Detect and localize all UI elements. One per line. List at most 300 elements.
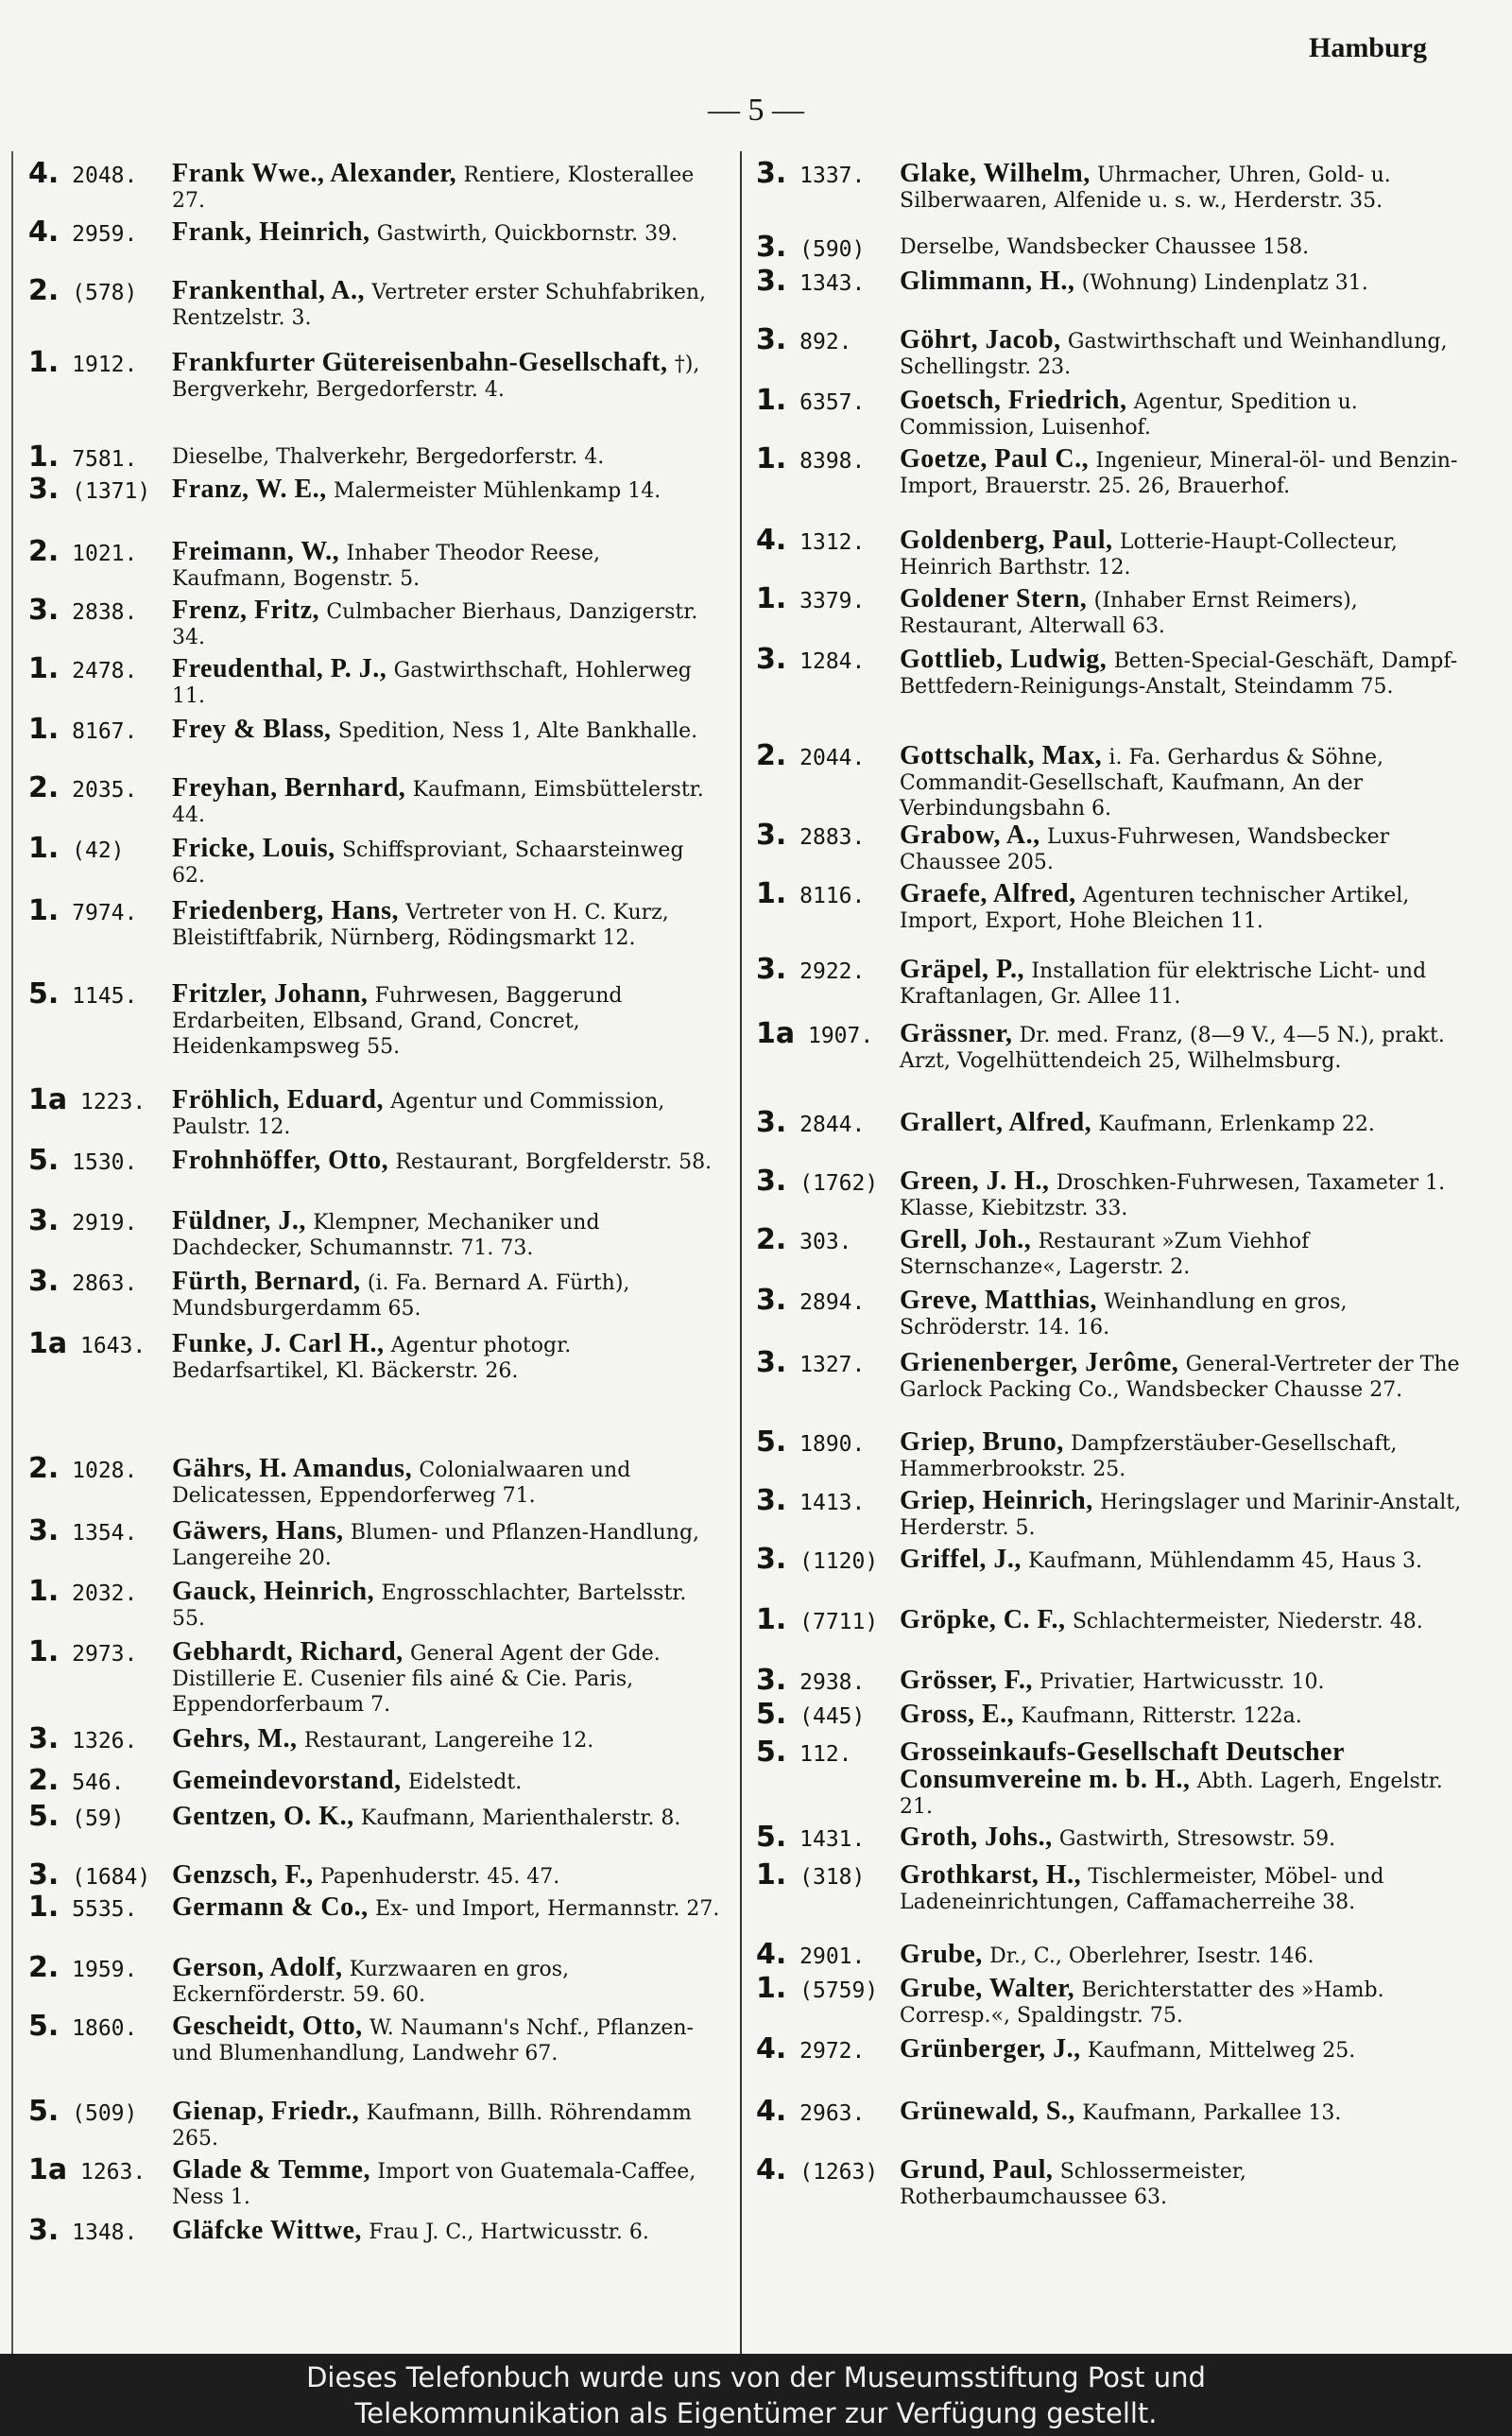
subscriber-name: Grube, Walter,	[900, 1974, 1075, 2003]
exchange-code: 1a	[28, 1083, 68, 1116]
subscriber-detail: Kurzwaaren en gros, Eckernförderstr. 59. 60.	[172, 1958, 570, 2007]
directory-entry	[756, 877, 1467, 934]
subscriber-name: Gräpel, P.,	[900, 955, 1025, 984]
page-edge-line	[11, 151, 13, 2354]
subscriber-number: 1413.	[786, 1491, 866, 1515]
entry-text	[900, 388, 1467, 441]
subscriber-name: Frank, Heinrich,	[172, 217, 370, 247]
directory-entry	[28, 1951, 720, 2008]
subscriber-name: Gehrs, M.,	[172, 1724, 298, 1754]
exchange-code: 5.	[756, 1821, 787, 1854]
directory-entry	[756, 1017, 1467, 1074]
directory-entry	[756, 384, 1467, 441]
directory-entry	[756, 1938, 1467, 1971]
entry-text	[172, 1208, 720, 1261]
exchange-code: 1a	[756, 1017, 796, 1050]
subscriber-number: 6357.	[786, 390, 866, 415]
directory-entry	[28, 473, 720, 506]
phone-number	[28, 473, 170, 506]
subscriber-detail: General-Vertreter der The Garlock Packing Co., Wandsbecker Chausse 27.	[900, 1353, 1460, 1402]
exchange-code: 2.	[28, 1452, 60, 1485]
subscriber-detail: Kaufmann, Mühlendamm 45, Haus 3.	[1028, 1549, 1423, 1573]
phone-number	[756, 2032, 898, 2065]
subscriber-name: Grünewald, S.,	[900, 2097, 1075, 2126]
subscriber-name: Frohnhöffer, Otto,	[172, 1146, 389, 1175]
subscriber-name: Gebhardt, Richard,	[172, 1637, 404, 1667]
subscriber-detail: Kaufmann, Parkallee 13.	[1082, 2101, 1342, 2125]
entry-text	[172, 656, 720, 709]
phone-number	[756, 1938, 898, 1971]
exchange-code: 3.	[756, 643, 787, 676]
subscriber-name: Grothkarst, H.,	[900, 1860, 1082, 1890]
subscriber-detail: Agentur, Spedition u. Commission, Luisenhof.	[900, 390, 1358, 440]
subscriber-detail: Privatier, Hartwicusstr. 10.	[1040, 1670, 1325, 1694]
subscriber-name: Grässner,	[900, 1019, 1013, 1048]
phone-number	[28, 594, 170, 627]
subscriber-name: Gescheidt, Otto,	[172, 2012, 363, 2041]
subscriber-detail: (Wohnung) Lindenplatz 31.	[1081, 271, 1368, 295]
directory-entry	[756, 1972, 1467, 2029]
subscriber-number: 1890.	[786, 1432, 866, 1457]
subscriber-number: 2844.	[786, 1113, 866, 1137]
subscriber-detail: Ex- und Import, Hermannstr. 27.	[374, 1897, 720, 1921]
subscriber-detail: Vertreter von H. C. Kurz, Bleistiftfabrik, Nürnberg, Rödingsmarkt 12.	[172, 901, 669, 950]
subscriber-number: 2478.	[59, 659, 138, 683]
directory-entry	[28, 594, 720, 650]
subscriber-detail: Luxus-Fuhrwesen, Wandsbecker Chaussee 205.	[900, 825, 1390, 874]
phone-number	[756, 739, 898, 772]
subscriber-number: 1530.	[59, 1150, 138, 1175]
subscriber-detail: Gastwirthschaft, Hohlerweg 11.	[172, 659, 692, 708]
entry-text	[900, 1287, 1467, 1340]
subscriber-number: 2032.	[59, 1581, 138, 1606]
directory-entry	[756, 265, 1467, 298]
directory-entry	[756, 1165, 1467, 1221]
phone-number	[28, 1891, 170, 1924]
subscriber-name: Glade & Temme,	[172, 2155, 370, 2185]
directory-entry	[756, 1543, 1467, 1576]
subscriber-number: 546.	[59, 1771, 125, 1795]
subscriber-name: Grünberger, J.,	[900, 2034, 1081, 2064]
subscriber-name: Fürth, Bernard,	[172, 1267, 361, 1296]
exchange-code: 3.	[756, 231, 787, 264]
directory-entry	[756, 1736, 1467, 1820]
entry-text	[172, 1894, 720, 1922]
exchange-code: 1.	[756, 442, 787, 475]
subscriber-number: 1959.	[59, 1958, 138, 1982]
subscriber-name: Fritzler, Johann,	[172, 979, 369, 1009]
entry-text	[900, 327, 1467, 380]
subscriber-name: Frey & Blass,	[172, 715, 332, 744]
directory-entry	[756, 323, 1467, 380]
subscriber-name: Grosseinkaufs-Gesellschaft Deutscher Consumvereine m. b. H.,	[900, 1737, 1345, 1794]
subscriber-number: (1120)	[786, 1549, 879, 1574]
subscriber-name: Fröhlich, Eduard,	[172, 1085, 384, 1114]
exchange-code: 2.	[28, 1951, 60, 1984]
entry-text	[172, 1726, 720, 1754]
exchange-code: 3.	[756, 1346, 787, 1379]
subscriber-name: Germann & Co.,	[172, 1892, 369, 1922]
directory-entry	[756, 157, 1467, 214]
phone-number	[756, 1346, 898, 1379]
phone-number	[28, 1204, 170, 1237]
directory-entry	[28, 1265, 720, 1322]
subscriber-name: Griffel, J.,	[900, 1545, 1022, 1574]
entry-text	[172, 775, 720, 828]
directory-entry	[756, 819, 1467, 875]
subscriber-number: 1343.	[786, 271, 866, 296]
subscriber-number: 1021.	[59, 542, 138, 566]
phone-number	[756, 2095, 898, 2128]
phone-number	[756, 265, 898, 298]
exchange-code: 3.	[756, 1106, 787, 1139]
directory-entry	[28, 1204, 720, 1261]
phone-number	[756, 524, 898, 557]
subscriber-detail: Agentur photogr. Bedarfsartikel, Kl. Bäckerstr. 26.	[172, 1334, 572, 1383]
exchange-code: 5.	[28, 977, 60, 1011]
directory-entry	[28, 1575, 720, 1632]
subscriber-name: Groth, Johs.,	[900, 1823, 1053, 1852]
entry-text	[900, 1021, 1467, 1074]
entry-text	[172, 219, 720, 247]
entry-text	[172, 597, 720, 650]
subscriber-name: Gläfcke Wittwe,	[172, 2216, 362, 2245]
subscriber-name: Freyhan, Bernhard,	[172, 773, 406, 803]
entry-text	[900, 1168, 1467, 1221]
directory-entry	[756, 1603, 1467, 1636]
subscriber-detail: Rentiere, Klosterallee 27.	[172, 164, 695, 213]
subscriber-detail: Engrosschlachter, Bartelsstr. 55.	[172, 1581, 687, 1631]
exchange-code: 4.	[28, 157, 60, 190]
subscriber-detail: Inhaber Theodor Reese, Kaufmann, Bogenstr. 5.	[172, 542, 601, 591]
subscriber-name: Grell, Joh.,	[900, 1225, 1032, 1254]
phone-number	[28, 1635, 170, 1668]
directory-entry	[28, 535, 720, 592]
phone-number	[28, 652, 170, 685]
exchange-code: 3.	[28, 1514, 60, 1547]
subscriber-name: Gottschalk, Max,	[900, 741, 1103, 770]
exchange-code: 2.	[28, 1764, 60, 1797]
subscriber-detail: Fuhrwesen, Baggerund Erdarbeiten, Elbsand, Grand, Concret, Heidenkampsweg 55.	[172, 984, 623, 1059]
entry-text	[172, 476, 720, 504]
directory-entry	[756, 953, 1467, 1010]
subscriber-number: 8116.	[786, 884, 866, 908]
subscriber-number: 1912.	[59, 353, 138, 377]
subscriber-name: Greve, Matthias,	[900, 1286, 1097, 1315]
entry-text	[172, 1331, 720, 1384]
subscriber-number: (590)	[786, 237, 866, 262]
phone-number	[28, 274, 170, 307]
exchange-code: 1.	[756, 582, 787, 615]
entry-text	[900, 1942, 1467, 1969]
phone-number	[756, 953, 898, 986]
phone-number	[28, 832, 170, 865]
entry-text	[900, 1607, 1467, 1634]
subscriber-name: Frenz, Fritz,	[172, 596, 320, 625]
subscriber-number: 5535.	[59, 1897, 138, 1922]
exchange-code: 1a	[28, 1327, 68, 1360]
entry-text	[172, 981, 720, 1060]
directory-entry	[756, 1284, 1467, 1340]
subscriber-number: 1327.	[786, 1353, 866, 1377]
entry-text	[172, 1955, 720, 2008]
phone-number	[756, 157, 898, 190]
phone-number	[756, 643, 898, 676]
directory-entry	[28, 441, 720, 474]
subscriber-name: Frankenthal, A.,	[172, 276, 366, 305]
exchange-code: 3.	[28, 594, 60, 627]
subscriber-detail: (Inhaber Ernst Reimers), Restaurant, Alterwall 63.	[900, 589, 1358, 638]
subscriber-name: Gauck, Heinrich,	[172, 1577, 375, 1606]
entry-text	[900, 161, 1467, 214]
exchange-code: 1.	[756, 1603, 787, 1636]
subscriber-name: Grösser, F.,	[900, 1666, 1033, 1695]
exchange-code: 5.	[28, 2010, 60, 2043]
entry-text	[900, 234, 1467, 260]
subscriber-name: Goldener Stern,	[900, 584, 1088, 613]
subscriber-name: Gröpke, C. F.,	[900, 1605, 1066, 1634]
footer-line-2: Telekommunikation als Eigentümer zur Verfügung gestellt.	[354, 2397, 1158, 2429]
exchange-code: 4.	[756, 1938, 787, 1971]
directory-entry	[28, 1327, 720, 1384]
phone-number	[756, 1698, 898, 1731]
subscriber-detail: Schlossermeister, Rotherbaumchaussee 63.	[900, 2160, 1246, 2209]
entry-text	[900, 1488, 1467, 1541]
phone-number	[28, 346, 170, 379]
subscriber-number: 2035.	[59, 778, 138, 803]
subscriber-name: Grallert, Alfred,	[900, 1108, 1092, 1137]
entry-text	[900, 957, 1467, 1010]
phone-number	[756, 1425, 898, 1459]
entry-text	[900, 1429, 1467, 1482]
subscriber-number: 2963.	[786, 2101, 866, 2126]
subscriber-number: 1028.	[59, 1459, 138, 1483]
subscriber-number: (509)	[59, 2101, 138, 2126]
directory-entry	[756, 442, 1467, 499]
subscriber-detail: Frau J. C., Hartwicusstr. 6.	[369, 2220, 649, 2244]
directory-entry	[28, 771, 720, 828]
subscriber-name: Freimann, W.,	[172, 537, 340, 566]
directory-entry	[28, 216, 720, 249]
subscriber-name: Göhrt, Jacob,	[900, 325, 1061, 354]
subscriber-detail: Spedition, Ness 1, Alte Bankhalle.	[337, 719, 698, 743]
entry-text	[172, 539, 720, 592]
subscriber-number: 8398.	[786, 449, 866, 474]
entry-text	[172, 2013, 720, 2066]
subscriber-detail: Gastwirth, Stresowstr. 59.	[1058, 1827, 1336, 1851]
subscriber-detail: Kaufmann, Marienthalerstr. 8.	[360, 1806, 681, 1830]
directory-entry	[28, 1635, 720, 1718]
subscriber-number: 1312.	[786, 530, 866, 555]
subscriber-name: Gross, E.,	[900, 1700, 1015, 1729]
subscriber-detail: Papenhuderstr. 45. 47.	[319, 1865, 560, 1889]
subscriber-name: Frankfurter Gütereisenbahn-Gesellschaft,	[172, 348, 668, 377]
subscriber-number: (1684)	[59, 1865, 151, 1890]
left-column	[28, 157, 720, 2354]
phone-number	[28, 1452, 170, 1485]
exchange-code: 2.	[756, 739, 787, 772]
directory-entry	[28, 2153, 720, 2210]
exchange-code: 4.	[28, 216, 60, 249]
phone-number	[28, 2153, 170, 2186]
directory-entry	[28, 1452, 720, 1509]
entry-text	[900, 1702, 1467, 1729]
subscriber-number: 1431.	[786, 1827, 866, 1852]
subscriber-number: 1337.	[786, 164, 866, 188]
subscriber-name: Goldenberg, Paul,	[900, 526, 1113, 555]
exchange-code: 2.	[756, 1223, 787, 1256]
directory-entry	[756, 1346, 1467, 1403]
exchange-code: 1.	[28, 832, 60, 865]
entry-text	[172, 898, 720, 951]
exchange-code: 3.	[28, 473, 60, 506]
directory-entry	[28, 977, 720, 1060]
subscriber-number: 2972.	[786, 2039, 866, 2064]
footer-line-1: Dieses Telefonbuch wurde uns von der Museumsstiftung Post und	[306, 2361, 1206, 2393]
subscriber-detail: Dr., C., Oberlehrer, Isestr. 146.	[989, 1944, 1314, 1968]
subscriber-number: 2894.	[786, 1290, 866, 1315]
directory-entry	[756, 2095, 1467, 2128]
directory-entry	[28, 652, 720, 709]
directory-entry	[756, 739, 1467, 821]
subscriber-number: 2044.	[786, 746, 866, 770]
subscriber-detail: †), Bergverkehr, Bergedorferstr. 4.	[172, 353, 700, 402]
directory-entry	[28, 1144, 720, 1177]
entry-text	[172, 1087, 720, 1140]
phone-number	[756, 877, 898, 910]
phone-number	[28, 1327, 170, 1360]
exchange-code: 4.	[756, 524, 787, 557]
directory-entry	[756, 1698, 1467, 1731]
subscriber-number: 2883.	[786, 825, 866, 850]
phone-number	[28, 713, 170, 746]
subscriber-name: Funke, J. Carl H.,	[172, 1329, 385, 1358]
phone-number	[28, 1144, 170, 1177]
subscriber-number: (1371)	[59, 479, 151, 504]
subscriber-detail: Eidelstedt.	[407, 1771, 523, 1794]
directory-entry	[28, 2095, 720, 2151]
subscriber-name: Freudenthal, P. J.,	[172, 654, 387, 683]
phone-number	[756, 1106, 898, 1139]
entry-text	[172, 2157, 720, 2210]
exchange-code: 1.	[28, 652, 60, 685]
entry-text	[172, 1518, 720, 1571]
subscriber-name: Green, J. H.,	[900, 1166, 1050, 1196]
subscriber-name: Füldner, J.,	[172, 1206, 306, 1235]
subscriber-detail: Kaufmann, Billh. Röhrendamm 265.	[172, 2101, 692, 2151]
subscriber-detail: Installation für elektrische Licht- und Kraftanlagen, Gr. Allee 11.	[900, 959, 1427, 1009]
entry-text	[172, 1148, 720, 1175]
phone-number	[28, 2010, 170, 2043]
entry-text	[172, 278, 720, 331]
directory-entry	[756, 582, 1467, 639]
directory-entry	[28, 1722, 720, 1755]
entry-text	[900, 446, 1467, 499]
subscriber-detail: Berichterstatter des »Hamb. Corresp.«, Spaldingstr. 75.	[900, 1978, 1384, 2028]
directory-entry	[756, 231, 1467, 264]
directory-entry	[28, 1083, 720, 1140]
subscriber-detail: Colonialwaaren und Delicatessen, Eppendorferweg 71.	[172, 1459, 631, 1508]
phone-number	[28, 1265, 170, 1298]
directory-entry	[756, 1484, 1467, 1541]
subscriber-number: (7711)	[786, 1610, 879, 1634]
subscriber-detail: Tischlermeister, Möbel- und Ladeneinrichtungen, Caffamacherreihe 38.	[900, 1865, 1384, 1914]
exchange-code: 3.	[756, 1165, 787, 1198]
column-divider	[740, 151, 742, 2354]
subscriber-name: Gäwers, Hans,	[172, 1516, 344, 1546]
exchange-code: 3.	[756, 1543, 787, 1576]
subscriber-detail: Kaufmann, Ritterstr. 122a.	[1021, 1704, 1302, 1728]
subscriber-detail: Vertreter erster Schuhfabriken, Rentzelstr. 3.	[172, 281, 706, 330]
subscriber-detail: Agentur und Commission, Paulstr. 12.	[172, 1090, 665, 1139]
subscriber-name: Gerson, Adolf,	[172, 1953, 343, 1982]
subscriber-number: (1762)	[786, 1171, 879, 1196]
exchange-code: 3.	[28, 1204, 60, 1237]
exchange-code: 3.	[28, 1722, 60, 1755]
phone-number	[28, 1514, 170, 1547]
subscriber-number: (1263)	[786, 2160, 879, 2185]
directory-entry	[756, 1664, 1467, 1697]
subscriber-detail: Dr. med. Franz, (8—9 V., 4—5 N.), prakt. Arzt, Vogelhüttendeich 25, Wilhelmsburg.	[900, 1024, 1445, 1073]
entry-text	[172, 161, 720, 214]
subscriber-name: Gemeindevorstand,	[172, 1766, 402, 1795]
directory-entry	[28, 157, 720, 214]
exchange-code: 3.	[756, 1664, 787, 1697]
phone-number	[756, 582, 898, 615]
subscriber-name: Gährs, H. Amandus,	[172, 1454, 413, 1483]
exchange-code: 2.	[28, 274, 60, 307]
subscriber-detail: Import von Guatemala-Caffee, Ness 1.	[172, 2160, 696, 2209]
exchange-code: 2.	[28, 771, 60, 804]
subscriber-name: Genzsch, F.,	[172, 1860, 314, 1890]
exchange-code: 3.	[756, 819, 787, 852]
directory-entry	[756, 2153, 1467, 2210]
entry-text	[172, 350, 720, 403]
page-number: — 5 —	[708, 93, 804, 128]
exchange-code: 5.	[28, 1144, 60, 1177]
subscriber-number: (578)	[59, 281, 138, 305]
subscriber-number: 7974.	[59, 901, 138, 925]
subscriber-number: 1263.	[67, 2160, 146, 2185]
subscriber-name: Graefe, Alfred,	[900, 879, 1076, 908]
subscriber-name: Franz, W. E.,	[172, 475, 327, 504]
subscriber-detail: Restaurant, Borgfelderstr. 58.	[395, 1150, 713, 1174]
subscriber-number: 8167.	[59, 719, 138, 744]
entry-text	[900, 268, 1467, 296]
exchange-code: 4.	[756, 2095, 787, 2128]
subscriber-number: 2919.	[59, 1211, 138, 1235]
subscriber-detail: Dieselbe, Thalverkehr, Bergedorferstr. 4.	[172, 445, 605, 469]
entry-text	[900, 2099, 1467, 2126]
entry-text	[900, 647, 1467, 700]
phone-number	[28, 535, 170, 568]
phone-number	[756, 1972, 898, 2005]
phone-number	[756, 1664, 898, 1697]
entry-text	[900, 881, 1467, 934]
directory-entry	[28, 274, 720, 331]
exchange-code: 3.	[756, 1284, 787, 1317]
subscriber-name: Grienenberger, Jerôme,	[900, 1348, 1179, 1377]
phone-number	[756, 1821, 898, 1854]
subscriber-number: 7581.	[59, 447, 138, 472]
entry-text	[172, 1579, 720, 1632]
subscriber-detail: Ingenieur, Mineral-öl- und Benzin-Import, Brauerstr. 25. 26, Brauerhof.	[900, 449, 1458, 498]
directory-entry	[28, 1858, 720, 1892]
directory-entry	[756, 1821, 1467, 1854]
phone-number	[28, 157, 170, 190]
exchange-code: 1.	[28, 894, 60, 927]
exchange-code: 3.	[756, 323, 787, 356]
